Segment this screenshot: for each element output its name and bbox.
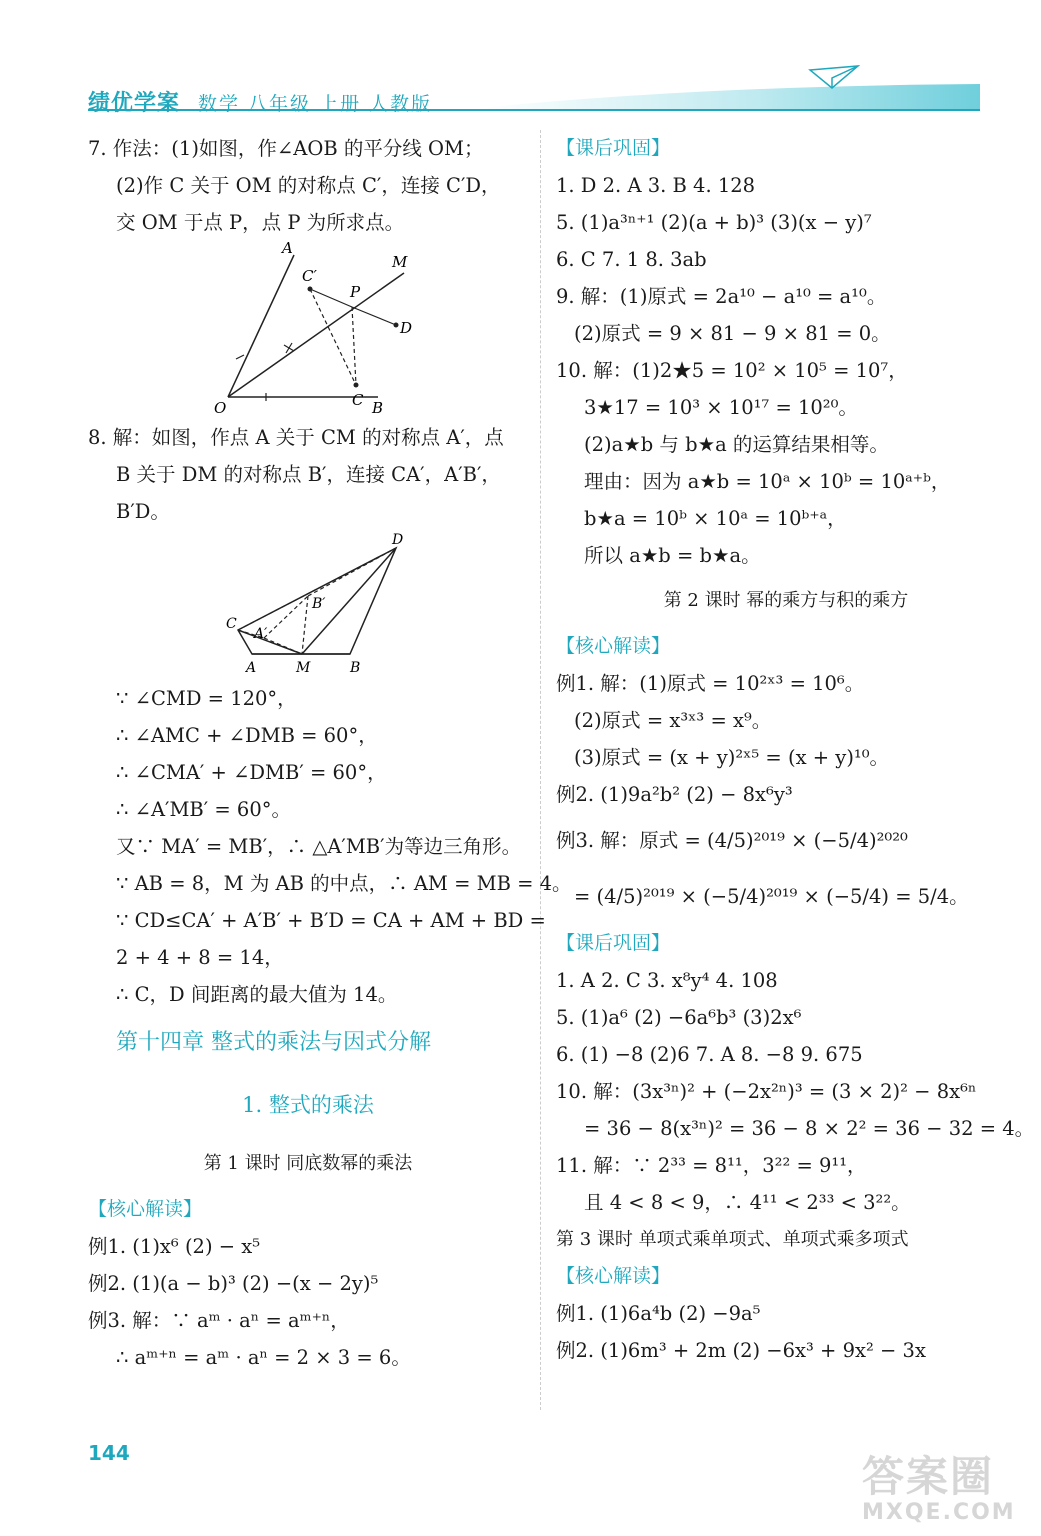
answer-line: 11. 解：∵ 2³³ = 8¹¹，3²² = 9¹¹， (556, 1154, 867, 1177)
core-reading-heading: 【核心解读】 (556, 1265, 671, 1287)
label-A-prime: A′ (254, 626, 268, 642)
label-P: P (350, 283, 361, 301)
answer-line: 3★17 = 10³ × 10¹⁷ = 10²⁰。 (584, 396, 858, 419)
example-line: ∴ aᵐ⁺ⁿ = aᵐ · aⁿ = 2 × 3 = 6。 (116, 1346, 411, 1369)
label-D: D (392, 532, 404, 548)
answer-line: 5. (1)a³ⁿ⁺¹ (2)(a + b)³ (3)(x − y)⁷ (556, 211, 872, 234)
core-reading-heading: 【核心解读】 (88, 1198, 203, 1220)
example-line: 例3. 解：∵ aᵐ · aⁿ = aᵐ⁺ⁿ， (88, 1309, 350, 1332)
answer-line: 9. 解：(1)原式 = 2a¹⁰ − a¹⁰ = a¹⁰。 (556, 285, 887, 308)
after-class-heading: 【课后巩固】 (556, 932, 671, 954)
answer-line: 6. (1) −8 (2)6 7. A 8. −8 9. 675 (556, 1043, 863, 1066)
q8-line: B 关于 DM 的对称点 B′，连接 CA′，A′B′， (116, 463, 501, 486)
core-reading-heading: 【核心解读】 (556, 635, 671, 657)
proof-line: 又∵ MA′ = MB′，∴ △A′MB′为等边三角形。 (116, 835, 522, 858)
example-line: (3)原式 = (x + y)²ˣ⁵ = (x + y)¹⁰。 (574, 746, 890, 769)
example-line: = (4/5)²⁰¹⁹ × (−5/4)²⁰¹⁹ × (−5/4) = 5/4。 (574, 885, 969, 908)
label-D: D (400, 319, 413, 337)
proof-line: 2 + 4 + 8 = 14， (116, 946, 284, 969)
page-number: 144 (88, 1441, 130, 1465)
proof-line: ∴ C，D 间距离的最大值为 14。 (116, 983, 398, 1006)
watermark-logo (862, 1444, 1016, 1525)
q7-line: 7. 作法：(1)如图，作∠AOB 的平分线 OM； (88, 137, 484, 160)
after-class-heading: 【课后巩固】 (556, 137, 671, 159)
proof-line: ∴ ∠CMA′ + ∠DMB′ = 60°， (116, 761, 387, 784)
figure-triangle (88, 530, 528, 680)
proof-line: ∴ ∠A′MB′ = 60°。 (116, 798, 291, 821)
example-line: 例1. 解：(1)原式 = 10²ˣ³ = 10⁶。 (556, 672, 865, 695)
section-title: 1. 整式的乘法 (242, 1093, 374, 1117)
q7-line: 交 OM 于点 P，点 P 为所求点。 (116, 211, 405, 234)
answer-line: (2)a★b 与 b★a 的运算结果相等。 (584, 433, 889, 456)
label-A: A (282, 241, 293, 257)
label-C: C (352, 391, 364, 409)
q7-line: (2)作 C 关于 OM 的对称点 C′，连接 C′D， (116, 174, 501, 197)
lesson-title: 第 1 课时 同底数幂的乘法 (203, 1153, 413, 1174)
book-subject: 数学 八年级 上册 人教版 (198, 93, 433, 115)
label-B: B (350, 660, 361, 676)
q8-line: B′D。 (116, 500, 170, 523)
answer-line: 10. 解：(1)2★5 = 10² × 10⁵ = 10⁷， (556, 359, 908, 382)
answer-line: 5. (1)a⁶ (2) −6a⁶b³ (3)2x⁶ (556, 1006, 802, 1029)
watermark-url: MXQE.COM (862, 1500, 1016, 1525)
proof-line: ∴ ∠AMC + ∠DMB = 60°， (116, 724, 378, 747)
answer-line: 10. 解：(3x³ⁿ)² + (−2x²ⁿ)³ = (3 × 2)² − 8x⁶ⁿ (556, 1080, 977, 1103)
lesson-title: 第 2 课时 幂的乘方与积的乘方 (663, 590, 909, 611)
example-line: 例2. (1)9a²b² (2) − 8x⁶y³ (556, 783, 793, 806)
q8-line: 8. 解：如图，作点 A 关于 CM 的对称点 A′，点 (88, 426, 504, 449)
chapter-title: 第十四章 整式的乘法与因式分解 (116, 1030, 431, 1055)
answer-line: 且 4 < 8 < 9，∴ 4¹¹ < 2³³ < 3²²。 (584, 1191, 911, 1214)
watermark-text: 答案圈 (862, 1452, 995, 1501)
lesson-title: 第 3 课时 单项式乘单项式、单项式乘多项式 (556, 1229, 909, 1250)
label-B-prime: B′ (312, 596, 326, 612)
example-line: 例2. (1)(a − b)³ (2) −(x − 2y)⁵ (88, 1272, 379, 1295)
label-O: O (214, 399, 227, 417)
answer-line: 1. D 2. A 3. B 4. 128 (556, 174, 756, 197)
example-line: 例3. 解：原式 = (4/5)²⁰¹⁹ × (−5/4)²⁰²⁰ (556, 829, 908, 852)
proof-line: ∵ CD≤CA′ + A′B′ + B′D = CA + AM + BD = (116, 909, 546, 932)
label-B: B (372, 399, 384, 417)
answer-line: 1. A 2. C 3. x⁸y⁴ 4. 108 (556, 969, 778, 992)
answer-line: 所以 a★b = b★a。 (584, 544, 761, 567)
page-header (0, 0, 1041, 120)
label-M: M (392, 253, 408, 271)
answer-line: = 36 − 8(x³ⁿ)² = 36 − 8 × 2² = 36 − 32 = 4。 (584, 1117, 1035, 1140)
right-column (556, 130, 1035, 1369)
label-C-prime: C′ (302, 267, 317, 285)
example-line: (2)原式 = x³ˣ³ = x⁹。 (574, 709, 772, 732)
example-line: 例2. (1)6m³ + 2m (2) −6x³ + 9x² − 3x (556, 1339, 926, 1362)
example-line: 例1. (1)6a⁴b (2) −9a⁵ (556, 1302, 761, 1325)
answer-line: 理由：因为 a★b = 10ᵃ × 10ᵇ = 10ᵃ⁺ᵇ， (584, 470, 951, 493)
column-divider (540, 130, 541, 1410)
label-M: M (296, 660, 311, 676)
proof-line: ∵ AB = 8，M 为 AB 的中点，∴ AM = MB = 4。 (116, 872, 572, 895)
proof-line: ∵ ∠CMD = 120°， (116, 687, 297, 710)
label-C: C (226, 616, 237, 632)
answer-line: (2)原式 = 9 × 81 − 9 × 81 = 0。 (574, 322, 891, 345)
figure-angle-bisector (88, 241, 528, 419)
answer-line: b★a = 10ᵇ × 10ᵃ = 10ᵇ⁺ᵃ， (584, 507, 847, 530)
brand-title: 绩优学案 (88, 91, 181, 116)
answer-line: 6. C 7. 1 8. 3ab (556, 248, 707, 271)
left-column (88, 130, 572, 1376)
label-A: A (246, 660, 257, 676)
paper-plane-icon (810, 66, 858, 88)
example-line: 例1. (1)x⁶ (2) − x⁵ (88, 1235, 261, 1258)
